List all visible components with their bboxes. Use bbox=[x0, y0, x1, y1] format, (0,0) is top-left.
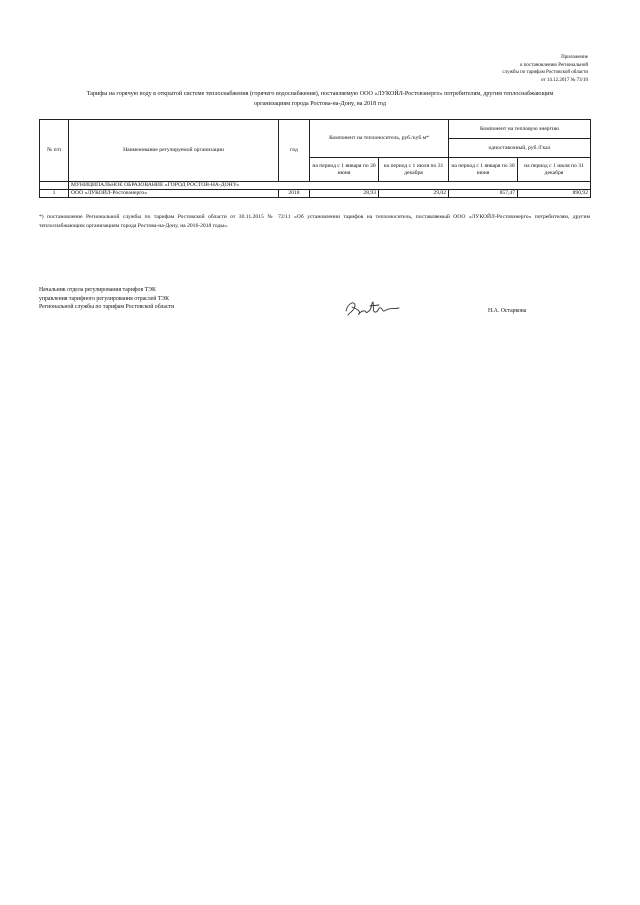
appendix-reference bbox=[418, 54, 588, 84]
table-row bbox=[40, 190, 591, 198]
header-energy-period-2: на период с 1 июля по 31 декабря bbox=[518, 158, 591, 182]
header-org-name: Наименование регулируемой организации bbox=[69, 120, 279, 182]
cell-energy-h1: 857,47 bbox=[449, 190, 518, 198]
document-title bbox=[42, 90, 598, 109]
cell-energy-h2: 890,92 bbox=[518, 190, 591, 198]
appendix-line: службы по тарифам Ростовской области bbox=[502, 70, 588, 75]
title-line-2: организациям города Ростова-на-Дону, на 2018 год bbox=[253, 100, 387, 107]
appendix-line: Приложение bbox=[561, 55, 588, 60]
position-line: Начальник отдела регулирования тарифов ТЭК bbox=[39, 287, 156, 293]
header-carrier-period-1: на период с 1 января по 30 июня bbox=[310, 158, 379, 182]
title-line-1: Тарифы на горячую воду в открытой системе теплоснабжения (горячего водоснабжения), поставляемую ООО «ЛУКОЙЛ-Ростовэнерго» потребителям, другим теплоснабжающим bbox=[86, 91, 554, 97]
signatory-position bbox=[39, 286, 299, 312]
header-thermal-energy: Компонент на тепловую энергию bbox=[449, 120, 591, 139]
position-line: Региональной службы по тарифам Ростовской области bbox=[39, 304, 175, 311]
cell-year: 2018 bbox=[279, 190, 310, 198]
header-year: год bbox=[279, 120, 310, 182]
position-line: управления тарифного регулирования отраслей ТЭК bbox=[39, 295, 169, 302]
header-heat-carrier: Компонент на теплоноситель, руб./куб.м* bbox=[310, 120, 449, 158]
header-number: № п/п bbox=[40, 120, 69, 182]
appendix-line: от 14.12.2017 № 73/10 bbox=[540, 77, 588, 83]
section-spacer bbox=[40, 182, 69, 190]
cell-carrier-h2: 29,02 bbox=[379, 190, 449, 198]
header-carrier-period-2: на период с 1 июля по 31 декабря bbox=[379, 158, 449, 182]
cell-carrier-h1: 28,93 bbox=[310, 190, 379, 198]
cell-org: ООО «ЛУКОЙЛ-Ростовэнерго» bbox=[69, 190, 279, 198]
appendix-line: к постановлению Региональной bbox=[520, 62, 588, 68]
signer-name: Н.А. Остаркова bbox=[488, 308, 527, 314]
header-one-part-rate: одноставочный, руб./Гкал bbox=[449, 139, 591, 158]
section-title: МУНИЦИПАЛЬНОЕ ОБРАЗОВАНИЕ «ГОРОД РОСТОВ-НА-ДОНУ» bbox=[69, 182, 591, 190]
handwritten-signature bbox=[343, 297, 401, 319]
tariff-table bbox=[39, 119, 591, 198]
footnote: *) постановление Региональной службы по тарифам Ростовской области от 30.11.2015 № 72/11 «Об установлении тарифов на теплоноситель, поставляемый ООО «ЛУКОЙЛ-Ростовэнерго» потребителям, другим теплоснабжающим организациям города Ростова-на-Дону, на 2016-2018 годы». bbox=[39, 214, 590, 229]
header-energy-period-1: на период с 1 января по 30 июня bbox=[449, 158, 518, 182]
cell-number: 1 bbox=[40, 190, 69, 198]
